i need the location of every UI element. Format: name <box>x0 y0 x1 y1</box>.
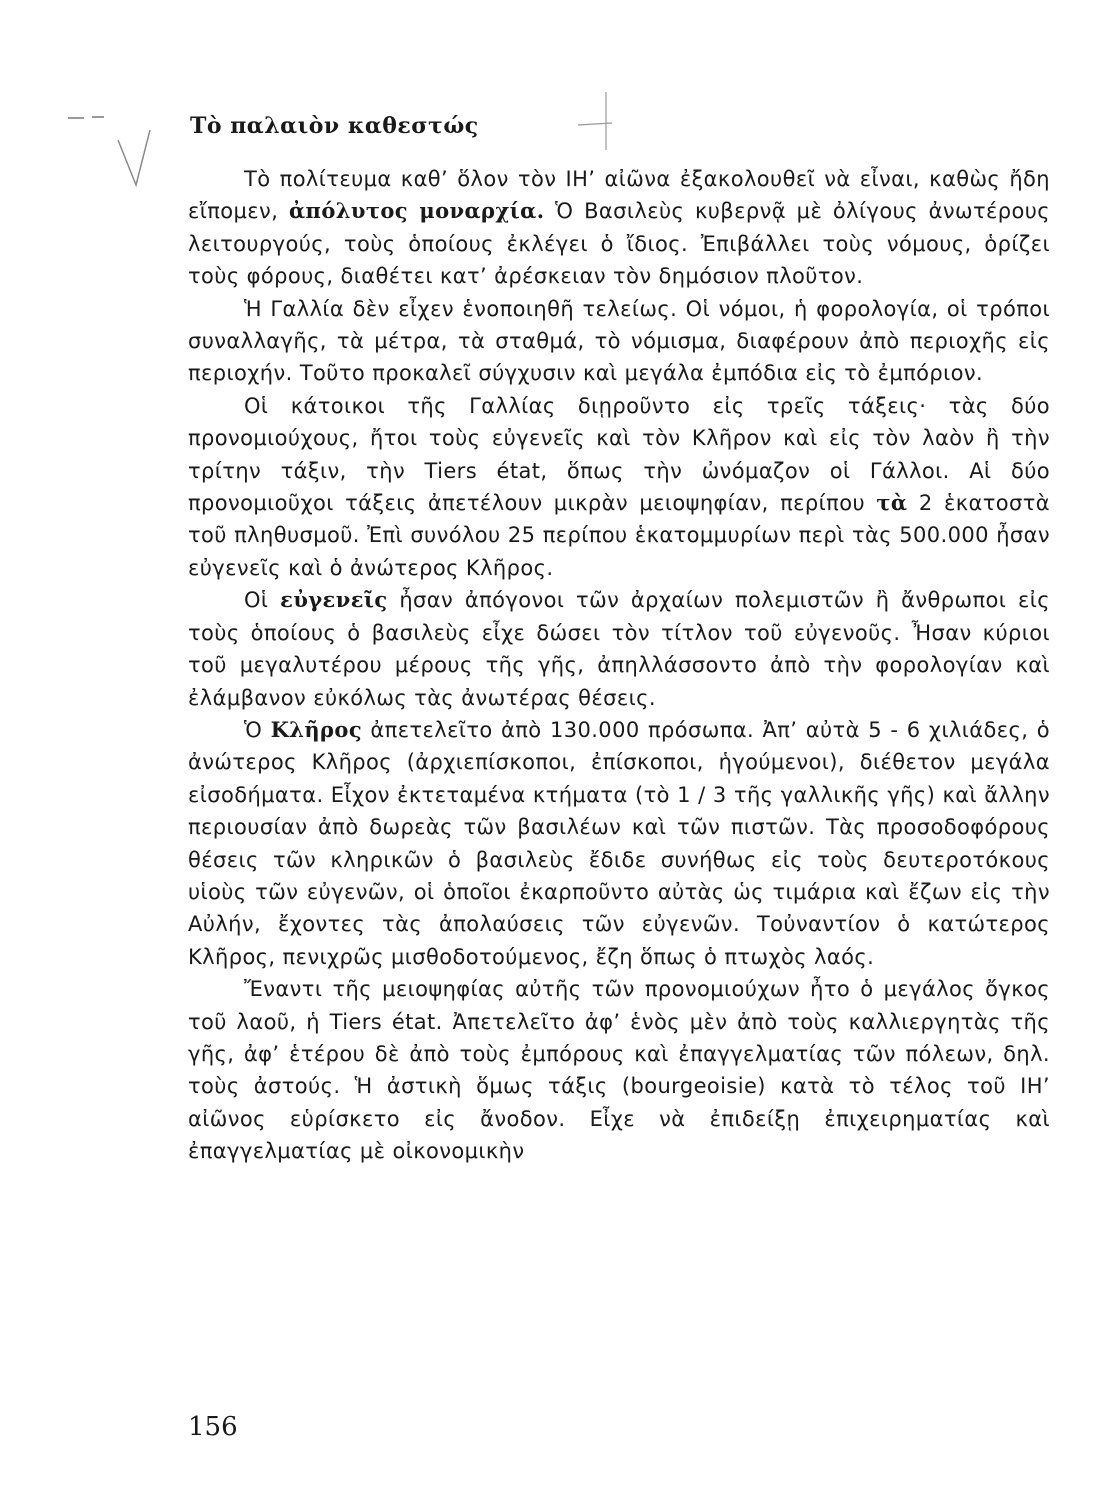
pencil-cross-horizontal <box>578 123 612 125</box>
paragraph-3: Οἱ κάτοικοι τῆς Γαλλίας διῃροῦντο εἰς τρεῖς τάξεις· τὰς δύο προνομιούχους, ἤτοι τοὺς εὐγενεῖς καὶ τὸν Κλῆρον καὶ εἰς τὸν λαὸν ἢ τὴν τρίτην τάξιν, τὴν Tiers état, ὅπως τὴν ὠνόμαζον οἱ Γάλλοι. Αἱ δύο προνομιοῦχοι τάξεις ἀπετέλουν μικρὰν μειοψηφίαν, περίπου τὰ 2 ἑκατοστὰ τοῦ πληθυσμοῦ. Ἐπὶ συνόλου 25 περίπου ἑκατομμυρίων περὶ τὰς 500.000 ἦσαν εὐγενεῖς καὶ ὁ ἀνώτερος Κλῆρος. <box>188 393 1050 580</box>
page-number: 156 <box>188 1412 238 1442</box>
paragraph-2: Ἡ Γαλλία δὲν εἶχεν ἑνοποιηθῆ τελείως. Οἱ νόμοι, ἡ φορολογία, οἱ τρόποι συναλλαγῆς, τὰ μέτρα, τὰ σταθμά, τὸ νόμισμα, διαφέρουν ἀπὸ περιοχῆς εἰς περιοχήν. Τοῦτο προκαλεῖ σύγχυσιν καὶ μεγάλα ἐμπόδια εἰς τὸ ἐμπόριον. <box>188 296 1050 386</box>
paragraph-1: Τὸ πολίτευμα καθ’ ὅλον τὸν ΙΗ’ αἰῶνα ἐξακολουθεῖ νὰ εἶναι, καθὼς ἤδη εἴπομεν, ἀπόλυτος μοναρχία. Ὁ Βασιλεὺς κυβερνᾷ μὲ ὀλίγους ἀνωτέρους λειτουργούς, τοὺς ὁποίους ἐκλέγει ὁ ἴδιος. Ἐπιβάλλει τοὺς νόμους, ὁρίζει τοὺς φόρους, διαθέτει κατ’ ἀρέσκειαν τὸν δημόσιον πλοῦτον. <box>188 167 1050 289</box>
paragraph-5: Ὁ Κλῆρος ἀπετελεῖτο ἀπὸ 130.000 πρόσωπα. Ἀπ’ αὐτὰ 5 - 6 χιλιάδες, ὁ ἀνώτερος Κλῆρος (ἀρχιεπίσκοποι, ἐπίσκοποι, ἡγούμενοι), διέθετον μεγάλα εἰσοδήματα. Εἶχον ἐκτεταμένα κτήματα (τὸ 1 / 3 τῆς γαλλικῆς γῆς) καὶ ἄλλην περιουσίαν ἀπὸ δωρεὰς τῶν βασιλέων καὶ τῶν πιστῶν. Τὰς προσοδοφόρους θέσεις τῶν κληρικῶν ὁ βασιλεὺς ἔδιδε συνήθως εἰς τοὺς δευτεροτόκους υἱοὺς τῶν εὐγενῶν, οἱ ὁποῖοι ἐκαρποῦντο αὐτὰς ὡς τιμάρια καὶ ἔζων εἰς τὴν Αὐλήν, ἔχοντες τὰς ἀπολαύσεις τῶν εὐγενῶν. Τοὐναντίον ὁ κατώτερος Κλῆρος, πενιχρῶς μισθοδοτούμενος, ἔζη ὅπως ὁ πτωχὸς λαός. <box>188 716 1050 969</box>
pencil-checkmark <box>118 130 150 185</box>
section-title: Τὸ παλαιὸν καθεστώς <box>190 113 479 139</box>
paragraph-6: Ἔναντι τῆς μειοψηφίας αὐτῆς τῶν προνομιούχων ἦτο ὁ μεγάλος ὄγκος τοῦ λαοῦ, ἡ Tiers état. Ἀπετελεῖτο ἀφ’ ἑνὸς μὲν ἀπὸ τοὺς καλλιεργητὰς τῆς γῆς, ἀφ’ ἑτέρου δὲ ἀπὸ τοὺς ἐμπόρους καὶ ἐπαγγελματίας τῶν πόλεων, δηλ. τοὺς ἀστούς. Ἡ ἀστικὴ ὅμως τάξις (bourgeoisie) κατὰ τὸ τέλος τοῦ ΙΗ’ αἰῶνος εὑρίσκετο εἰς ἄνοδον. Εἶχε νὰ ἐπιδείξῃ ἐπιχειρηματίας καὶ ἐπαγγελματίας μὲ οἰκονομικὴν <box>188 977 1050 1164</box>
paragraph-4: Οἱ εὐγενεῖς ἦσαν ἀπόγονοι τῶν ἀρχαίων πολεμιστῶν ἢ ἄνθρωποι εἰς τοὺς ὁποίους ὁ βασιλεὺς εἶχε δώσει τὸν τίτλον τοῦ εὐγενοῦς. Ἦσαν κύριοι τοῦ μεγαλυτέρου μέρους τῆς γῆς, ἀπηλλάσσοντο ἀπὸ τὴν φορολογίαν καὶ ἐλάμβανον εὐκόλως τὰς ἀνωτέρας θέσεις. <box>188 587 1050 710</box>
body-text <box>188 163 1050 1168</box>
